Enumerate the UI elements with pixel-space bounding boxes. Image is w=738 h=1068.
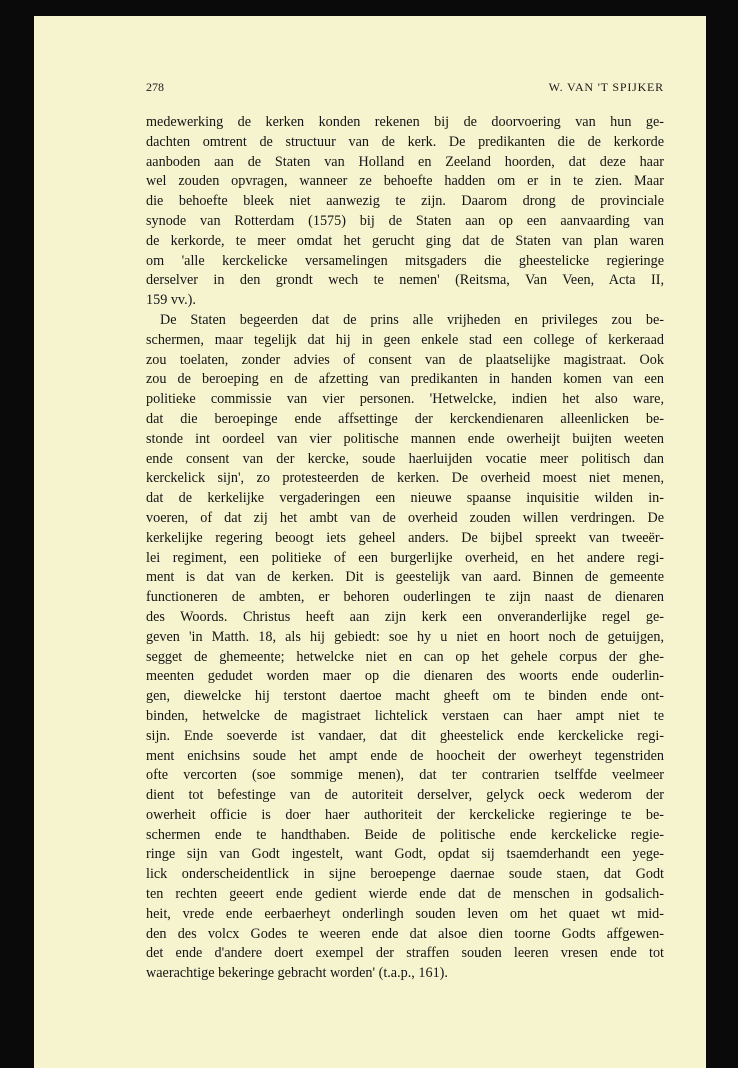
- text-line: De Staten begeerden dat de prins alle vrijheden en privileges zou be-: [160, 311, 664, 328]
- text-line: ment enichsins soude het ampt ende de hoocheit der owerheyt tegenstriden: [146, 747, 664, 764]
- text-line: ende consent van der kercke, soude haerluijden vocatie meer politisch dan: [146, 450, 664, 467]
- text-line: ten rechten geeert ende gedient wierde ende dat de menschen in godsalich-: [146, 886, 664, 903]
- text-line: wel zouden opvragen, wanneer ze behoefte hadden om er in te zien. Maar: [146, 173, 664, 190]
- text-line: derselver in den grondt wech te nemen' (Reitsma, Van Veen, Acta II,: [146, 272, 664, 289]
- text-line: 159 vv.).: [146, 292, 196, 309]
- text-line: dat die beroepinge ende affsettinge der kerckendienaren alleenlicken be-: [146, 410, 664, 427]
- text-line: schermen, maar tegelijk dat hij in geen enkele stad een college of kerkeraad: [146, 331, 664, 348]
- text-line: die behoefte bleek niet aanwezig te zijn. Daarom drong de provinciale: [146, 193, 664, 210]
- text-line: owerheit officie is doer haer authoriteit der kerckelicke regieringe te be-: [146, 806, 664, 823]
- text-line: segget de ghemeente; hetwelcke niet en can op het gehele corpus der ghe-: [146, 648, 664, 665]
- text-line: medewerking de kerken konden rekenen bij de doorvoering van hun ge-: [146, 114, 664, 130]
- text-line: de kerkorde, te meer omdat het gerucht ging dat de Staten van plan waren: [146, 232, 664, 249]
- text-line: geven 'in Matth. 18, als hij gebiedt: soe hy u niet en hoort noch de getuijgen,: [146, 628, 664, 645]
- text-line: synode van Rotterdam (1575) bij de Staten aan op een aanvaarding van: [146, 212, 664, 229]
- paragraph: [146, 311, 664, 984]
- text-line: heit, vrede ende eerbaerheyt onderlingh souden leven om het quaet wt mid-: [146, 905, 664, 922]
- text-line: ofte vercorten (soe sommige menen), dat ter contrarien tselffde veelmeer: [146, 767, 664, 784]
- text-line: meenten gedudet worden maer op die dienaren des woorts ende ouderlin-: [146, 668, 664, 685]
- text-line: waerachtige bekeringe gebracht worden' (t.a.p., 161).: [146, 965, 448, 982]
- text-line: politieke commissie van vier personen. 'Hetwelcke, indien het also ware,: [146, 391, 664, 408]
- text-line: schermen ende te handthaben. Beide de politische ende kerckelicke regie-: [146, 826, 664, 843]
- text-line: functioneren de ambten, er behoren ouderlingen te zijn naast de dienaren: [146, 589, 664, 606]
- text-line: den des volcx Godes te weeren ende dat alsoe dien toorne Godts affgewen-: [146, 925, 664, 942]
- text-line: det ende d'andere doert exempel der straffen souden leeren vresen ende tot: [146, 945, 664, 962]
- text-line: voeren, of dat zij het ambt van de overheid zouden willen verdringen. De: [146, 509, 664, 526]
- text-line: om 'alle kerckelicke versamelingen mitsgaders die gheestelicke regieringe: [146, 252, 664, 269]
- page-number: 278: [146, 80, 164, 94]
- text-line: dient tot befestinge van de autoriteit derselver, gelyck oeck wederom der: [146, 787, 664, 804]
- text-line: ringe sijn van Godt ingestelt, want Godt, opdat sij tsaemderhandt een yege-: [146, 846, 664, 863]
- text-line: kerkelijke regering beoogt iets geheel anders. De bijbel spreekt van tweeër-: [146, 529, 664, 546]
- text-line: des Woords. Christus heeft aan zijn kerk een onveranderlijke regel ge-: [146, 608, 664, 625]
- text-line: sijn. Ende soeverde ist vandaer, dat dit gheestelick ende kerckelicke regi-: [146, 727, 664, 744]
- body-text: [146, 113, 664, 984]
- text-line: dat de kerkelijke vergaderingen een nieuwe spaanse inquisitie wilden in-: [146, 490, 664, 507]
- text-line: stonde int oordeel van vier politische mannen ende owerheijt buijten weeten: [146, 430, 664, 447]
- running-head: W. VAN 'T SPIJKER: [548, 80, 664, 94]
- text-line: zou toelaten, zonder advies of consent van de plaatselijke magistraat. Ook: [146, 351, 664, 368]
- text-line: gen, diewelcke hij terstont daertoe macht gheeft om te binden ende ont-: [146, 688, 664, 705]
- text-line: kerckelick sijn', zo protesteerden de kerken. De overheid moest niet menen,: [146, 470, 664, 487]
- paragraph: [146, 113, 664, 311]
- text-line: lick onderscheidentlick in sijne beroepenge daernae soude staen, dat Godt: [146, 866, 664, 883]
- text-line: aanboden aan de Staten van Holland en Zeeland hoorden, dat deze haar: [146, 153, 664, 170]
- text-line: binden, hetwelcke de magistraet lichtelick verstaen can haer ampt niet te: [146, 707, 664, 724]
- text-line: dachten omtrent de structuur van de kerk. De predikanten die de kerkorde: [146, 133, 664, 150]
- text-line: zou de beroeping en de afzetting van predikanten in handen komen van een: [146, 371, 664, 388]
- text-line: lei regiment, een politieke of een burgerlijke overheid, en het andere regi-: [146, 549, 664, 566]
- text-line: ment is dat van de kerken. Dit is geestelijk van aard. Binnen de gemeente: [146, 569, 664, 586]
